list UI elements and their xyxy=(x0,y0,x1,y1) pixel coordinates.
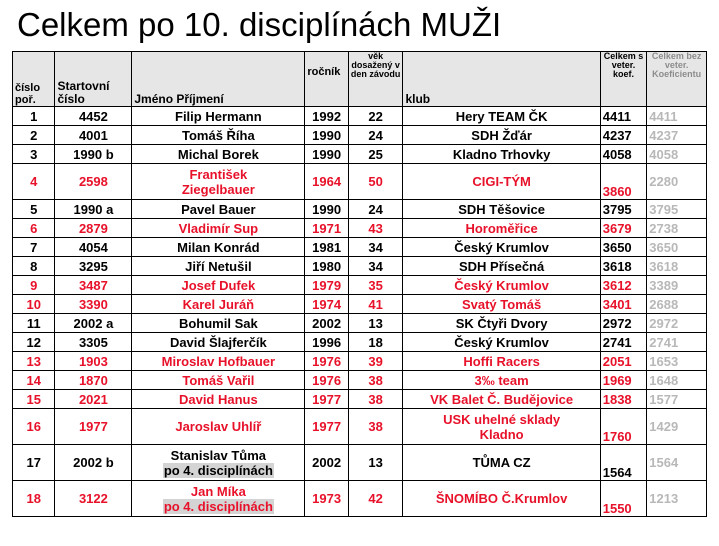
cell-klub xyxy=(403,352,600,371)
athlete-name: Miroslav Hofbauer xyxy=(161,353,276,369)
cell-klub xyxy=(403,276,600,295)
cell-rocnik: 1971 xyxy=(305,219,349,238)
cell-celkem-bez-veter: 1653 xyxy=(647,352,707,371)
cell-rocnik: 1990 xyxy=(305,200,349,219)
cell-klub xyxy=(403,390,600,409)
cell-rocnik: 1990 xyxy=(305,126,349,145)
cell-vek: 50 xyxy=(348,164,403,200)
cell-vek: 13 xyxy=(348,445,403,481)
table-row xyxy=(13,409,707,445)
cell-vek: 22 xyxy=(348,107,403,126)
cell-vek: 13 xyxy=(348,314,403,333)
cell-celkem-bez-veter: 2738 xyxy=(647,219,707,238)
cell-vek: 38 xyxy=(348,371,403,390)
cell-startovni-cislo: 1990 b xyxy=(55,145,132,164)
cell-rocnik: 1977 xyxy=(305,390,349,409)
cell-celkem-veter: 3795 xyxy=(600,200,647,219)
cell-startovni-cislo: 3390 xyxy=(55,295,132,314)
cell-jmeno xyxy=(132,145,305,164)
cell-klub xyxy=(403,164,600,200)
cell-jmeno xyxy=(132,445,305,481)
cell-poradi: 8 xyxy=(13,257,55,276)
athlete-name-line2: Ziegelbauer xyxy=(181,181,255,197)
cell-celkem-bez-veter: 3795 xyxy=(647,200,707,219)
results-table xyxy=(12,51,707,517)
athlete-note: po 4. disciplínách xyxy=(163,498,273,514)
header-celkem-bez-veter: Celkem bez veter. Koeficientu xyxy=(647,52,707,107)
club-name: ŠNOMÍBO Č.Krumlov xyxy=(435,491,568,506)
cell-celkem-bez-veter: 1577 xyxy=(647,390,707,409)
cell-startovni-cislo: 1977 xyxy=(55,409,132,445)
cell-vek: 38 xyxy=(348,409,403,445)
cell-startovni-cislo: 1990 a xyxy=(55,200,132,219)
athlete-name: Tomáš Vařil xyxy=(182,372,255,388)
cell-klub xyxy=(403,219,600,238)
cell-celkem-bez-veter: 2688 xyxy=(647,295,707,314)
cell-klub xyxy=(403,295,600,314)
cell-vek: 43 xyxy=(348,219,403,238)
cell-rocnik: 1979 xyxy=(305,276,349,295)
cell-klub xyxy=(403,333,600,352)
cell-jmeno xyxy=(132,390,305,409)
cell-poradi: 6 xyxy=(13,219,55,238)
cell-poradi: 9 xyxy=(13,276,55,295)
cell-celkem-veter: 1969 xyxy=(600,371,647,390)
athlete-name: Karel Juráň xyxy=(182,296,255,312)
club-name: VK Balet Č. Budějovice xyxy=(430,391,574,407)
cell-jmeno xyxy=(132,481,305,517)
cell-poradi: 4 xyxy=(13,164,55,200)
cell-celkem-bez-veter: 4058 xyxy=(647,145,707,164)
club-name-line2: Kladno xyxy=(479,426,524,442)
athlete-name: Vladimír Sup xyxy=(178,220,259,236)
cell-klub xyxy=(403,126,600,145)
athlete-name: Josef Dufek xyxy=(181,277,256,293)
header-celkem-veter: Celkem s veter. koef. xyxy=(600,52,647,107)
cell-rocnik: 2002 xyxy=(305,445,349,481)
cell-celkem-veter: 4411 xyxy=(600,107,647,126)
table-row xyxy=(13,257,707,276)
cell-vek: 35 xyxy=(348,276,403,295)
cell-jmeno xyxy=(132,295,305,314)
cell-jmeno xyxy=(132,276,305,295)
cell-poradi: 17 xyxy=(13,445,55,481)
cell-celkem-veter: 3618 xyxy=(600,257,647,276)
cell-celkem-veter: 4237 xyxy=(600,126,647,145)
cell-poradi: 16 xyxy=(13,409,55,445)
cell-celkem-bez-veter: 3618 xyxy=(647,257,707,276)
cell-klub xyxy=(403,238,600,257)
header-poradi: číslo poř. xyxy=(13,52,55,107)
table-row xyxy=(13,164,707,200)
club-name: Kladno Trhovky xyxy=(452,146,551,162)
cell-klub xyxy=(403,409,600,445)
cell-startovni-cislo: 1870 xyxy=(55,371,132,390)
cell-celkem-bez-veter: 2280 xyxy=(647,164,707,200)
table-row xyxy=(13,219,707,238)
club-name: SDH Žďár xyxy=(471,127,532,143)
cell-startovni-cislo: 2002 a xyxy=(55,314,132,333)
cell-jmeno xyxy=(132,371,305,390)
table-row xyxy=(13,445,707,481)
cell-jmeno xyxy=(132,164,305,200)
cell-jmeno xyxy=(132,333,305,352)
header-rocnik: ročník xyxy=(305,52,349,107)
cell-startovni-cislo: 3305 xyxy=(55,333,132,352)
athlete-name: Jan Míka xyxy=(190,483,246,499)
athlete-name: Jaroslav Uhlíř xyxy=(175,419,262,434)
club-name: Český Krumlov xyxy=(454,277,549,293)
cell-poradi: 2 xyxy=(13,126,55,145)
club-name: 3‰ team xyxy=(474,372,529,388)
athlete-note: po 4. disciplínách xyxy=(163,462,273,478)
cell-celkem-veter: 3612 xyxy=(600,276,647,295)
cell-vek: 42 xyxy=(348,481,403,517)
cell-celkem-veter: 3679 xyxy=(600,219,647,238)
cell-rocnik: 1974 xyxy=(305,295,349,314)
header-startovni-cislo: Startovní číslo xyxy=(55,52,132,107)
table-row xyxy=(13,126,707,145)
cell-celkem-bez-veter: 3389 xyxy=(647,276,707,295)
club-name: Horoměřice xyxy=(465,220,538,236)
cell-celkem-bez-veter: 1564 xyxy=(647,445,707,481)
cell-rocnik: 2002 xyxy=(305,314,349,333)
cell-startovni-cislo: 2021 xyxy=(55,390,132,409)
club-name: SDH Těšovice xyxy=(458,201,545,217)
cell-rocnik: 1964 xyxy=(305,164,349,200)
cell-klub xyxy=(403,107,600,126)
club-name: Český Krumlov xyxy=(454,239,549,255)
cell-jmeno xyxy=(132,409,305,445)
table-row xyxy=(13,390,707,409)
cell-rocnik: 1973 xyxy=(305,481,349,517)
cell-startovni-cislo: 3295 xyxy=(55,257,132,276)
athlete-name: František xyxy=(189,166,248,182)
cell-startovni-cislo: 3122 xyxy=(55,481,132,517)
athlete-name: Milan Konrád xyxy=(177,239,260,255)
results-body xyxy=(13,107,707,517)
club-name: CIGI-TÝM xyxy=(472,174,531,189)
cell-vek: 41 xyxy=(348,295,403,314)
club-name: Hery TEAM ČK xyxy=(455,108,548,124)
cell-startovni-cislo: 2598 xyxy=(55,164,132,200)
cell-rocnik: 1990 xyxy=(305,145,349,164)
cell-rocnik: 1981 xyxy=(305,238,349,257)
table-row xyxy=(13,371,707,390)
cell-poradi: 10 xyxy=(13,295,55,314)
header-klub: klub xyxy=(403,52,600,107)
cell-celkem-veter: 3650 xyxy=(600,238,647,257)
header-jmeno: Jméno Příjmení xyxy=(132,52,305,107)
cell-rocnik: 1992 xyxy=(305,107,349,126)
club-name: TŮMA CZ xyxy=(472,455,531,470)
athlete-name: Tomáš Říha xyxy=(181,127,255,143)
cell-poradi: 7 xyxy=(13,238,55,257)
table-row xyxy=(13,481,707,517)
athlete-name: David Šlajferčík xyxy=(169,334,267,350)
cell-celkem-bez-veter: 4411 xyxy=(647,107,707,126)
cell-klub xyxy=(403,481,600,517)
athlete-name: Bohumil Sak xyxy=(178,315,258,331)
cell-poradi: 12 xyxy=(13,333,55,352)
cell-celkem-veter: 1760 xyxy=(600,409,647,445)
cell-poradi: 18 xyxy=(13,481,55,517)
table-row xyxy=(13,200,707,219)
cell-startovni-cislo: 4054 xyxy=(55,238,132,257)
cell-celkem-veter: 2051 xyxy=(600,352,647,371)
cell-celkem-bez-veter: 4237 xyxy=(647,126,707,145)
cell-startovni-cislo: 3487 xyxy=(55,276,132,295)
cell-jmeno xyxy=(132,352,305,371)
athlete-name: Michal Borek xyxy=(177,146,259,162)
cell-klub xyxy=(403,257,600,276)
table-row xyxy=(13,107,707,126)
club-name: Hoffi Racers xyxy=(463,353,540,369)
table-row xyxy=(13,276,707,295)
cell-rocnik: 1976 xyxy=(305,352,349,371)
cell-jmeno xyxy=(132,200,305,219)
cell-jmeno xyxy=(132,238,305,257)
athlete-name: Filip Hermann xyxy=(175,108,262,124)
cell-vek: 24 xyxy=(348,200,403,219)
cell-startovni-cislo: 2002 b xyxy=(55,445,132,481)
club-name: SDH Přísečná xyxy=(458,258,545,274)
cell-jmeno xyxy=(132,107,305,126)
cell-vek: 34 xyxy=(348,257,403,276)
cell-startovni-cislo: 2879 xyxy=(55,219,132,238)
cell-poradi: 5 xyxy=(13,200,55,219)
table-row xyxy=(13,145,707,164)
cell-celkem-veter: 1550 xyxy=(600,481,647,517)
cell-rocnik: 1996 xyxy=(305,333,349,352)
table-row xyxy=(13,295,707,314)
cell-vek: 25 xyxy=(348,145,403,164)
table-row xyxy=(13,238,707,257)
cell-celkem-bez-veter: 2741 xyxy=(647,333,707,352)
header-vek: věk dosažený v den závodu xyxy=(348,52,403,107)
cell-poradi: 11 xyxy=(13,314,55,333)
cell-rocnik: 1977 xyxy=(305,409,349,445)
cell-klub xyxy=(403,145,600,164)
cell-klub xyxy=(403,314,600,333)
cell-celkem-veter: 3860 xyxy=(600,164,647,200)
club-name: Svatý Tomáš xyxy=(461,296,542,312)
athlete-name: Stanislav Tůma xyxy=(170,447,267,463)
cell-celkem-veter: 1564 xyxy=(600,445,647,481)
cell-poradi: 15 xyxy=(13,390,55,409)
table-row xyxy=(13,333,707,352)
cell-vek: 39 xyxy=(348,352,403,371)
cell-poradi: 13 xyxy=(13,352,55,371)
cell-startovni-cislo: 1903 xyxy=(55,352,132,371)
cell-vek: 18 xyxy=(348,333,403,352)
cell-vek: 34 xyxy=(348,238,403,257)
club-name: SK Čtyři Dvory xyxy=(455,315,548,331)
table-row xyxy=(13,314,707,333)
cell-jmeno xyxy=(132,126,305,145)
cell-jmeno xyxy=(132,219,305,238)
cell-rocnik: 1980 xyxy=(305,257,349,276)
cell-celkem-veter: 4058 xyxy=(600,145,647,164)
cell-poradi: 3 xyxy=(13,145,55,164)
cell-vek: 24 xyxy=(348,126,403,145)
athlete-name: David Hanus xyxy=(178,391,258,407)
cell-rocnik: 1976 xyxy=(305,371,349,390)
cell-klub xyxy=(403,445,600,481)
cell-startovni-cislo: 4001 xyxy=(55,126,132,145)
cell-poradi: 14 xyxy=(13,371,55,390)
cell-celkem-bez-veter: 1429 xyxy=(647,409,707,445)
cell-celkem-veter: 2741 xyxy=(600,333,647,352)
athlete-name: Pavel Bauer xyxy=(181,201,256,217)
cell-klub xyxy=(403,200,600,219)
cell-celkem-bez-veter: 3650 xyxy=(647,238,707,257)
cell-klub xyxy=(403,371,600,390)
page-title: Celkem po 10. disciplínách MUŽI xyxy=(17,6,502,43)
cell-celkem-bez-veter: 1213 xyxy=(647,481,707,517)
club-name: Český Krumlov xyxy=(454,334,549,350)
cell-jmeno xyxy=(132,314,305,333)
cell-poradi: 1 xyxy=(13,107,55,126)
cell-celkem-veter: 1838 xyxy=(600,390,647,409)
cell-jmeno xyxy=(132,257,305,276)
cell-celkem-veter: 3401 xyxy=(600,295,647,314)
cell-celkem-veter: 2972 xyxy=(600,314,647,333)
header-row xyxy=(13,52,707,107)
cell-celkem-bez-veter: 1648 xyxy=(647,371,707,390)
club-name: USK uhelné sklady xyxy=(443,411,561,427)
cell-startovni-cislo: 4452 xyxy=(55,107,132,126)
athlete-name: Jiří Netušil xyxy=(185,258,252,274)
cell-celkem-bez-veter: 2972 xyxy=(647,314,707,333)
table-row xyxy=(13,352,707,371)
cell-vek: 38 xyxy=(348,390,403,409)
